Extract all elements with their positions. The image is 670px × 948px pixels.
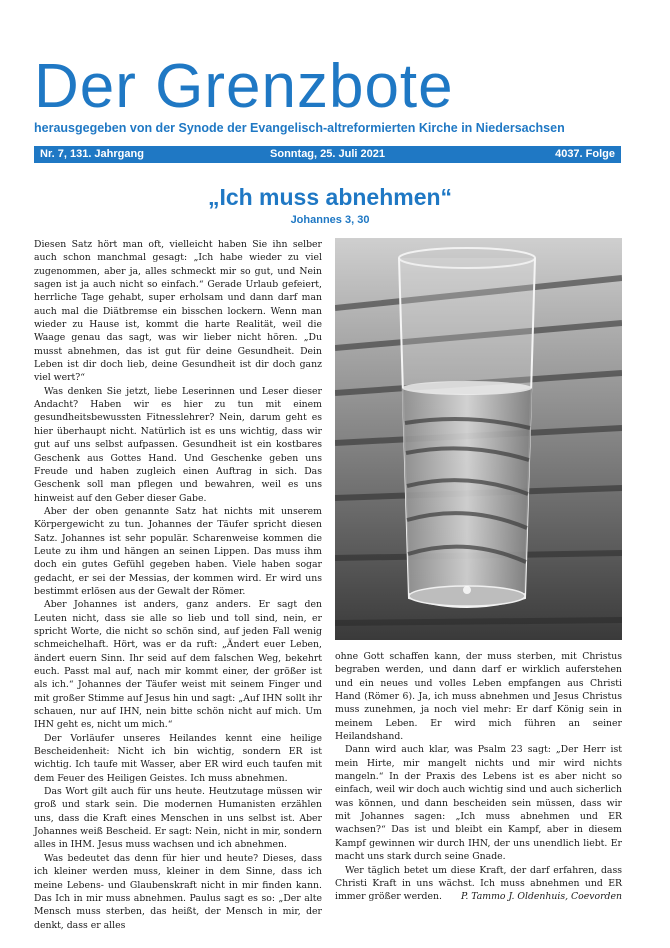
article-column-right [335,650,622,904]
paragraph: Aber Johannes ist anders, ganz anders. Er sagt den Leuten nicht, dass sie alle so lieb und toll sind, nein, er spricht Worte, die nicht so schön sind, auf jeden Fall wenig schmeichelhaft. Hört, was er da ruft: „Ändert euer Leben, ändert euern Sinn. Ihr seid auf dem falschen Weg, bekehrt euch. Passt mal auf, nach mir kommt einer, der größer ist als ich.“ Johannes der Täufer weist mit seinem Finger und mit großer Stimme auf Jesus hin und sagt: „Auf IHN sollt ihr schauen, nur auf IHN, nein bitte schön nicht auf mich. Um IHN geht es, nicht um mich.“ [34,599,322,731]
closing-text: Wer täglich betet um diese Kraft, der darf erfahren, dass Christi Kraft in uns wächst. Ich muss abnehmen und ER immer größer werden. [335,864,622,903]
paragraph: Dann wird auch klar, was Psalm 23 sagt: „Der Herr ist mein Hirte, mir mangelt nichts und mir wird nichts mangeln.“ In der Praxis des Lebens ist es aber nicht so einfach, weil wir doch auch wichtig sind und auch sicherlich was können, und dann bescheiden sein müssen, dass wir mit Johannes sagen: „Ich muss abnehmen und ER wachsen?“ Das ist und bleibt ein Kampf, aber in diesem Kampf gewinnen wir durch IHN, der uns unendlich liebt. Er macht uns stark durch seine Gnade. [335,744,622,863]
masthead-subtitle: herausgegeben von der Synode der Evangelisch-altreformierten Kirche in Niedersachsen [34,121,565,135]
paragraph: ohne Gott schaffen kann, der muss sterben, mit Christus begraben werden, und dann darf er wirklich auferstehen und ein neues und volles Leben empfangen aus Christi Hand (Römer 6). Ja, ich muss abnehmen und Jesus Christus muss zunehmen, ja noch viel mehr: Er darf König sein in meinem Leben. Er wird mich führen an seiner Heilandshand. [335,651,622,743]
article-column-left [34,238,322,932]
paragraph: Was denken Sie jetzt, liebe Leserinnen und Leser dieser Andacht? Haben wir es hier zu tun mit einem gesundheitsbewussten Fitnesslehrer? Nein, darum geht es hier überhaupt nicht. Natürlich ist es uns wichtig, dass wir gut auf uns selbst aufpassen. Gesundheit ist ein kostbares Geschenk aus Gottes Hand. Und Geschenke geben uns Freude und haben zugleich einen Auftrag in sich. Das Geschenk soll man pflegen und bewahren, weil es uns hinweist auf den Geber dieser Gabe. [34,385,322,504]
bible-reference: Johannes 3, 30 [290,214,370,226]
water-glass-photo [335,238,622,640]
issue-date: Sonntag, 25. Juli 2021 [270,148,385,160]
author-signature: P. Tammo J. Oldenhuis, Coevorden [460,891,622,903]
paragraph: Das Wort gilt auch für uns heute. Heutzutage müssen wir groß und stark sein. Die modernen Humanisten erzählen uns, dass die Kraft eines Menschen in uns selbst ist. Aber Johannes weiß Bescheid. Er sagt: Nein, nicht in mir, sondern alles in IHM. Jesus muss wachsen und ich abnehmen. [34,786,322,851]
article-headline: „Ich muss abnehmen“ [207,184,453,210]
paragraph: Diesen Satz hört man oft, vielleicht haben Sie ihn selber auch schon manchmal gesagt: „Ich habe wieder zu viel zugenommen, aber ja, alles schmeckt mir so gut, und Nein sagen ist ja auch nicht so einfach.“ Gerade Urlaub gefeiert, herrliche Tage gehabt, super erholsam und dann darf man auch mal die Diätbremse ein bisschen lockern. Wenn man wieder zu Hause ist, kommt die harte Realität, weil die Waage genau das sagt, was wir lieber nicht hören. „Du musst abnehmen, das ist gut für deine Gesundheit. Dein Leben ist dir doch lieb, deine Gesundheit ist dir doch ganz viel wert?“ [34,239,322,384]
paragraph: Was bedeutet das denn für hier und heute? Dieses, dass ich kleiner werden muss, kleiner in dem Sinne, dass ich meine Lebens- und Glaubenskraft nicht in mir finden kann. Das Ich in mir muss abnehmen. Paulus sagt es so: „Der alte Mensch muss sterben, das heißt, der Mensch in mir, der denkt, dass er alles [34,852,322,931]
issue-info-bar [34,146,621,163]
masthead-title: Der Grenzbote [34,52,454,121]
paragraph: Aber der oben genannte Satz hat nichts mit unserem Körpergewicht zu tun. Johannes der Täufer spricht diesen Satz. Johannes ist sehr populär. Scharenweise kommen die Leute zu ihm und hängen an seinen Lippen. Das muss ihm doch ein gutes Gefühl gegeben haben. Viele haben sogar gedacht, er sei der Messias, der kommen wird. Er wird uns bestimmt erlösen aus der Gewalt der Römer. [34,505,322,597]
paragraph: Der Vorläufer unseres Heilandes kennt eine heilige Bescheidenheit: Nicht ich bin wichtig, sondern ER ist wichtig. Ich taufe mit Wasser, aber ER wird euch taufen mit dem Feuer des Heiligen Geistes. Ich muss abnehmen. [34,732,322,784]
issue-number: Nr. 7, 131. Jahrgang [40,148,144,160]
issue-folge: 4037. Folge [555,148,615,160]
paragraph [335,864,622,904]
